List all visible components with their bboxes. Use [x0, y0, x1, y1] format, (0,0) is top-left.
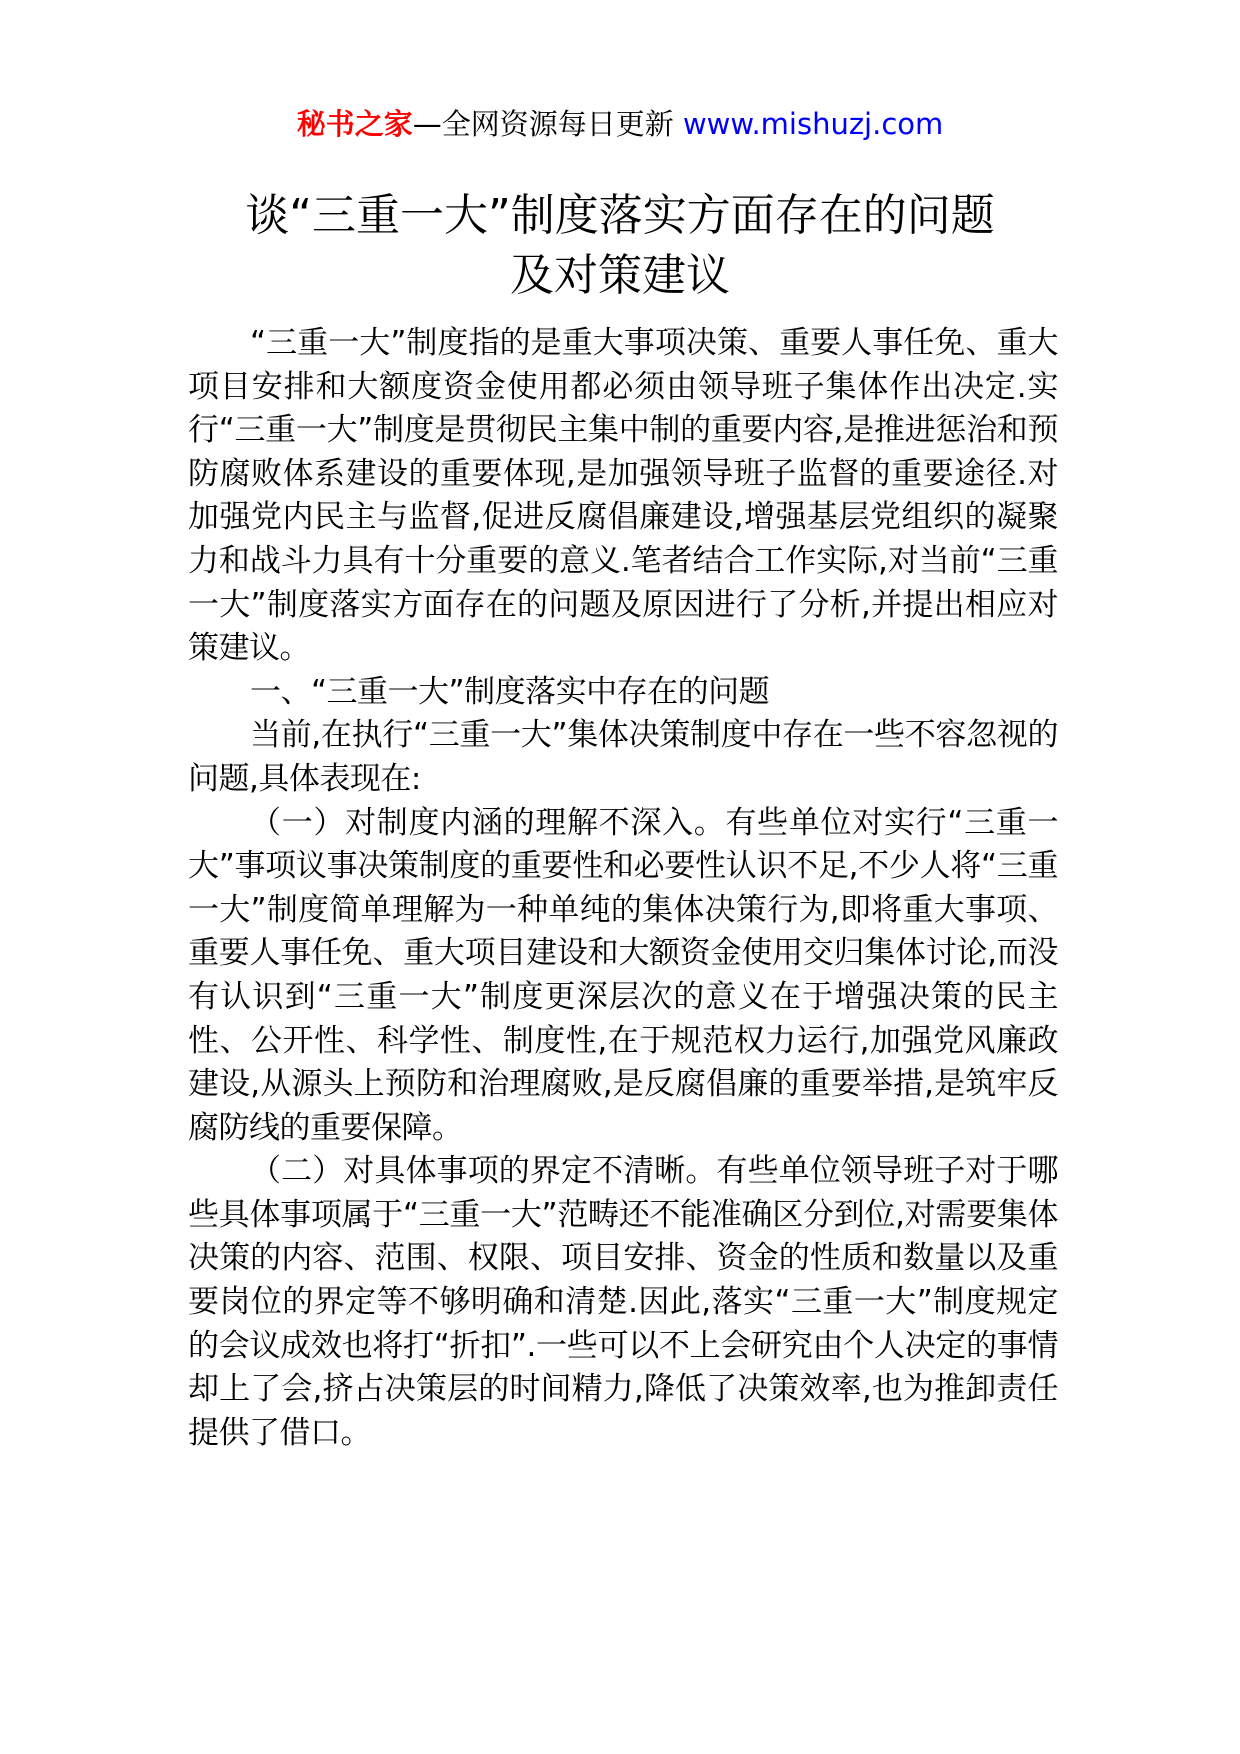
site-link[interactable]: www.mishuzj.com: [682, 107, 944, 141]
document-title-line-1: 谈“三重一大”制度落实方面存在的问题: [245, 190, 995, 241]
site-brand: 秘书之家: [296, 107, 413, 141]
subsection-1-paragraph: （一）对制度内涵的理解不深入。有些单位对实行“三重一大”事项议事决策制度的重要性和必要性认识不足,不少人将“三重一大”制度简单理解为一种单纯的集体决策行为,即将重大事项、重要人事任免、重大项目建设和大额资金使用交归集体讨论,而没有认识到“三重一大”制度更深层次的意义在于增强决策的民主性、公开性、科学性、制度性,在于规范权力运行,加强党风廉政建设,从源头上预防和治理腐败,是反腐倡廉的重要举措,是筑牢反腐防线的重要保障。: [188, 804, 1058, 1146]
site-header: [0, 102, 1240, 146]
intro-paragraph: “三重一大”制度指的是重大事项决策、重要人事任免、重大项目安排和大额度资金使用都必须由领导班子集体作出决定.实行“三重一大”制度是贯彻民主集中制的重要内容,是推进惩治和预防腐败体系建设的重要体现,是加强领导班子监督的重要途径.对加强党内民主与监督,促进反腐倡廉建设,增强基层党组织的凝聚力和战斗力具有十分重要的意义.笔者结合工作实际,对当前“三重一大”制度落实方面存在的问题及原因进行了分析,并提出相应对策建议。: [188, 325, 1058, 667]
document-title-line-2: 及对策建议: [510, 250, 730, 301]
site-tagline: —全网资源每日更新: [412, 107, 674, 141]
document-title: [180, 186, 1060, 306]
section-1-intro-paragraph: 当前,在执行“三重一大”集体决策制度中存在一些不容忽视的问题,具体表现在:: [188, 717, 1058, 797]
subsection-2-paragraph: （二）对具体事项的界定不清晰。有些单位领导班子对于哪些具体事项属于“三重一大”范畴还不能准确区分到位,对需要集体决策的内容、范围、权限、项目安排、资金的性质和数量以及重要岗位的界定等不够明确和清楚.因此,落实“三重一大”制度规定的会议成效也将打“折扣”.一些可以不上会研究由个人决定的事情却上了会,挤占决策层的时间精力,降低了决策效率,也为推卸责任提供了借口。: [188, 1153, 1058, 1451]
section-heading-1: 一、“三重一大”制度落实中存在的问题: [250, 673, 770, 710]
document-body: [188, 322, 1058, 1455]
